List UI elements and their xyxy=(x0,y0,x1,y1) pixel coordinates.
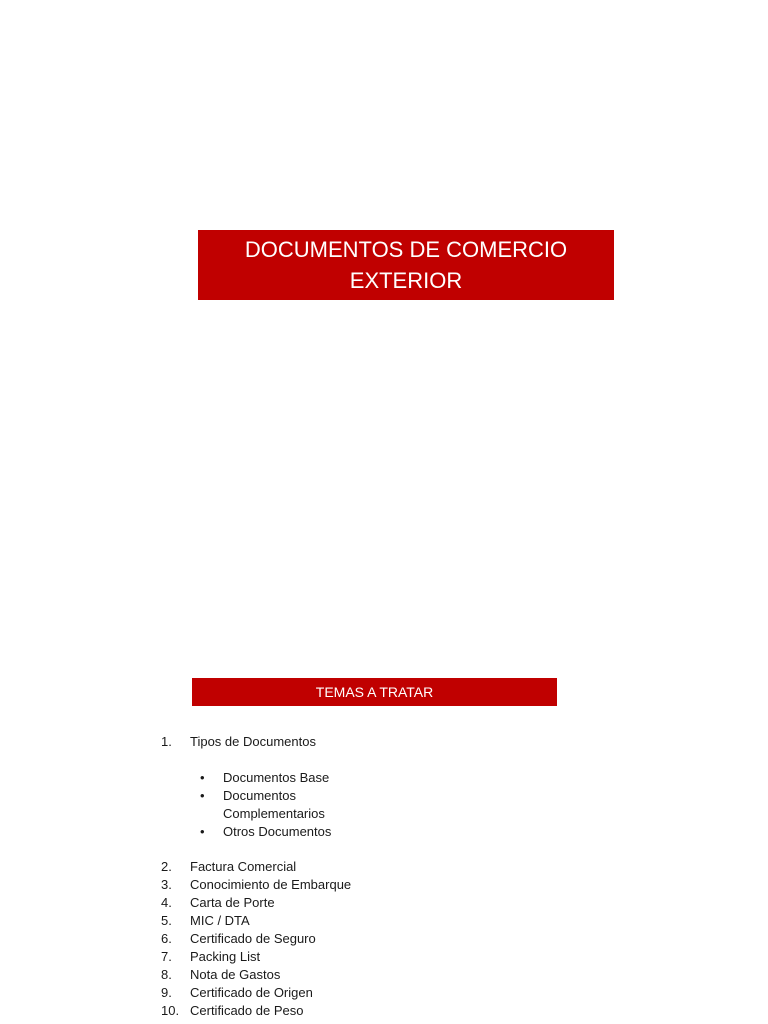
subtopic-item: Documentos Complementarios xyxy=(223,788,325,821)
topic-item: Packing List xyxy=(190,949,261,964)
topic-number: 2. xyxy=(161,859,172,874)
topic-number: 10. xyxy=(161,1003,180,1018)
topic-number: 4. xyxy=(161,895,172,910)
topic-item: Factura Comercial xyxy=(190,859,297,874)
topic-number: 7. xyxy=(161,949,172,964)
topic-number: 5. xyxy=(161,913,172,928)
topic-item: Carta de Porte xyxy=(190,895,275,910)
topic-number: 8. xyxy=(161,967,172,982)
document-title: DOCUMENTOS DE COMERCIO EXTERIOR xyxy=(244,237,568,293)
section-heading: TEMAS A TRATAR xyxy=(315,684,434,700)
topic-item: MIC / DTA xyxy=(190,913,250,928)
topic-item: Tipos de Documentos xyxy=(190,734,316,749)
subtopic-item: Otros Documentos xyxy=(223,824,332,839)
topic-number: 6. xyxy=(161,931,172,946)
topic-item: Certificado de Peso xyxy=(190,1003,304,1018)
topic-item: Certificado de Seguro xyxy=(190,931,316,946)
subtopic-item: Documentos Base xyxy=(223,770,330,785)
topic-number: 1. xyxy=(161,734,172,749)
bullet-icon: • xyxy=(200,824,205,839)
topic-number: 3. xyxy=(161,877,172,892)
topic-item: Conocimiento de Embarque xyxy=(190,877,352,892)
topic-item: Certificado de Origen xyxy=(190,985,313,1000)
bullet-icon: • xyxy=(200,770,205,785)
topic-number: 9. xyxy=(161,985,172,1000)
bullet-icon: • xyxy=(200,788,205,803)
topic-item: Nota de Gastos xyxy=(190,967,281,982)
